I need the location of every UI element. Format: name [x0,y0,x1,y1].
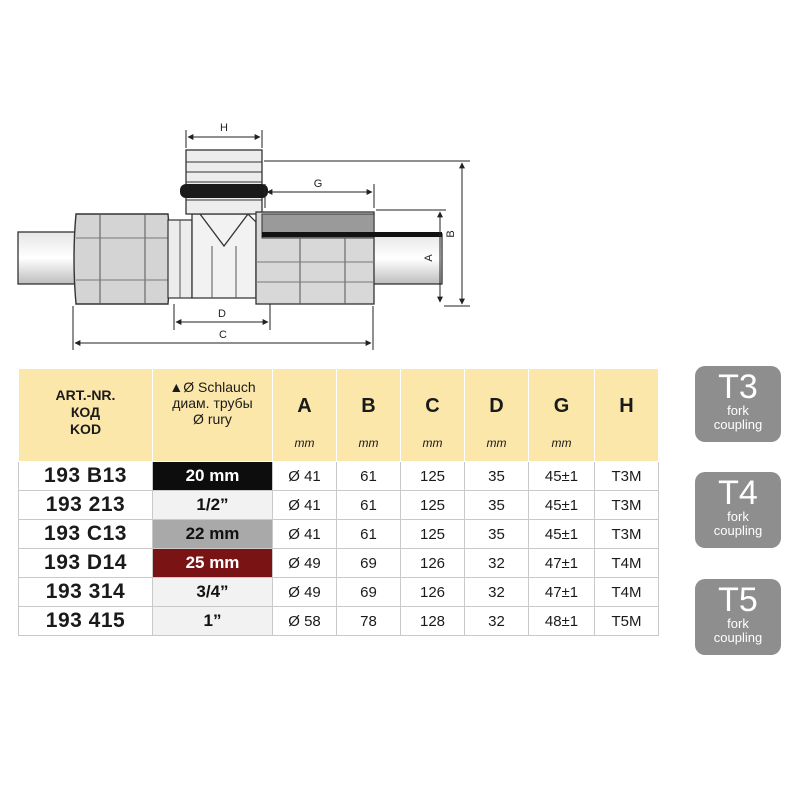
badge-line: coupling [713,523,763,538]
badge-code: T5 [718,581,758,619]
badge-line: fork [727,616,749,631]
header-col-unit [595,418,658,436]
dimension-d [174,304,270,330]
header-hose-line: ▲Ø Schlauch [169,379,256,395]
left-hose [18,232,76,284]
header-col-unit: mm [358,436,379,450]
table-row [19,462,659,491]
table-row [19,491,659,520]
cell-g: 45±1 [529,462,595,491]
badge-t3 [695,366,781,442]
badge-t5 [695,579,781,655]
cell-art: 193 B13 [19,462,153,491]
header-col-label: D [489,395,504,417]
cell-d: 32 [465,607,529,636]
tee-fitting-drawing [0,0,800,360]
cell-hose: 1” [153,607,273,636]
spec-table [18,368,659,636]
header-col-unit: mm [486,436,507,450]
cell-c: 125 [401,520,465,549]
cell-g: 45±1 [529,520,595,549]
cell-g: 48±1 [529,607,595,636]
cell-c: 125 [401,491,465,520]
header-col-c [401,369,465,462]
cell-h: T3M [595,520,659,549]
cell-hose: 20 mm [153,462,273,491]
header-art-line: KOD [69,421,102,437]
label-h: H [220,122,228,134]
cell-h: T4M [595,578,659,607]
header-hose-line: диам. трубы [172,395,253,411]
cell-d: 35 [465,462,529,491]
header-art [19,369,153,462]
label-d: D [218,308,226,320]
label-c: C [219,329,227,341]
cell-d: 35 [465,491,529,520]
tee-body [192,214,256,298]
cell-a: Ø 41 [273,520,337,549]
label-a: A [423,254,435,262]
cell-b: 61 [337,491,401,520]
cell-a: Ø 41 [273,491,337,520]
header-col-unit: mm [551,436,572,450]
cell-b: 69 [337,578,401,607]
label-b: B [445,230,457,238]
cell-d: 32 [465,549,529,578]
header-col-g [529,369,595,462]
badge-t4 [695,472,781,548]
cell-b: 69 [337,549,401,578]
header-art-line: ART.-NR. [55,387,116,403]
badge-code: T4 [718,474,758,512]
header-col-unit: mm [294,436,315,450]
cell-hose: 3/4” [153,578,273,607]
cell-c: 128 [401,607,465,636]
cell-g: 47±1 [529,549,595,578]
badge-line: fork [727,403,749,418]
cell-hose: 22 mm [153,520,273,549]
cell-a: Ø 41 [273,462,337,491]
header-col-label: H [619,395,634,417]
cell-b: 61 [337,520,401,549]
badge-line: coupling [713,630,763,645]
cell-a: Ø 49 [273,549,337,578]
header-hose [153,369,273,462]
cell-a: Ø 49 [273,578,337,607]
cell-art: 193 C13 [19,520,153,549]
cell-art: 193 D14 [19,549,153,578]
cell-h: T5M [595,607,659,636]
threaded-branch [180,150,268,214]
cell-art: 193 213 [19,491,153,520]
cell-d: 32 [465,578,529,607]
cell-h: T3M [595,462,659,491]
cell-g: 45±1 [529,491,595,520]
cell-b: 61 [337,462,401,491]
cell-a: Ø 58 [273,607,337,636]
header-col-b [337,369,401,462]
table-row [19,549,659,578]
header-col-label: C [425,395,440,417]
header-col-label: A [297,395,312,417]
cell-c: 125 [401,462,465,491]
badge-line: coupling [713,417,763,432]
badge-line: fork [727,509,749,524]
header-col-d [465,369,529,462]
dimension-g [265,178,374,208]
table-header-row [19,369,659,462]
header-col-h [595,369,659,462]
cell-hose: 1/2” [153,491,273,520]
table-row [19,520,659,549]
table-row [19,578,659,607]
header-col-unit: mm [422,436,443,450]
table-row [19,607,659,636]
cell-g: 47±1 [529,578,595,607]
header-col-label: G [553,395,570,417]
cell-c: 126 [401,578,465,607]
dimension-h [186,122,262,148]
left-nut [74,214,192,304]
header-col-label: B [361,395,376,417]
cell-h: T3M [595,491,659,520]
cell-c: 126 [401,549,465,578]
cell-hose: 25 mm [153,549,273,578]
cell-b: 78 [337,607,401,636]
cell-art: 193 415 [19,607,153,636]
header-col-a [273,369,337,462]
badge-code: T3 [718,368,758,406]
cell-d: 35 [465,520,529,549]
label-g: G [313,178,323,190]
header-hose-line: Ø rury [193,411,232,427]
cell-art: 193 314 [19,578,153,607]
cell-h: T4M [595,549,659,578]
header-art-line: КОД [70,404,101,420]
